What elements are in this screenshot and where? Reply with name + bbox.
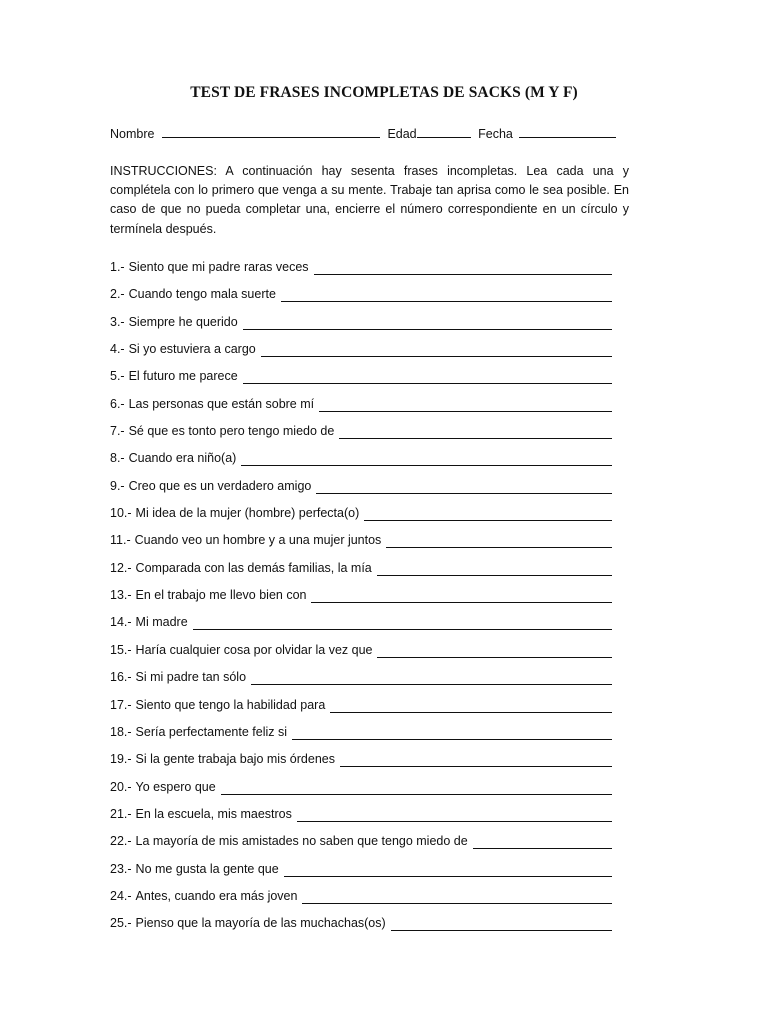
sentence-item [110,561,630,588]
answer-line[interactable] [319,397,612,412]
answer-line[interactable] [251,670,612,685]
header-fields [110,125,616,141]
item-number: 13.- [110,588,132,603]
item-number: 4.- [110,342,125,357]
age-field[interactable] [417,125,471,138]
answer-line[interactable] [314,260,612,275]
item-prompt: En el trabajo me llevo bien con [135,588,307,603]
item-number: 1.- [110,260,125,274]
item-prompt: Sé que es tonto pero tengo miedo de [128,424,335,439]
sentence-item [110,725,630,752]
answer-line[interactable] [302,889,612,904]
item-prompt: Cuando era niño(a) [128,451,237,466]
answer-line[interactable] [284,862,612,877]
item-prompt: El futuro me parece [128,369,238,384]
answer-line[interactable] [330,698,612,713]
item-number: 7.- [110,424,125,439]
answer-line[interactable] [193,615,612,630]
item-number: 14.- [110,615,132,630]
item-number: 10.- [110,506,132,521]
item-number: 17.- [110,697,132,712]
item-prompt: Siento que mi padre raras veces [128,260,309,274]
item-number: 24.- [110,888,132,903]
item-prompt: Mi idea de la mujer (hombre) perfecta(o) [135,506,360,521]
answer-line[interactable] [243,315,612,330]
answer-line[interactable] [292,725,612,740]
item-number: 16.- [110,670,132,685]
answer-line[interactable] [391,916,612,931]
name-label: Nombre [110,127,155,141]
item-prompt: Siento que tengo la habilidad para [135,697,326,712]
sentence-item [110,315,630,342]
answer-line[interactable] [316,479,612,494]
answer-line[interactable] [473,834,612,849]
sentence-item [110,834,630,861]
item-number: 3.- [110,314,125,329]
sentence-item [110,506,630,533]
item-prompt: Creo que es un verdadero amigo [128,478,312,493]
item-prompt: En la escuela, mis maestros [135,806,292,821]
sentence-item [110,342,630,369]
sentence-item [110,643,630,670]
item-number: 20.- [110,779,132,794]
age-label: Edad [387,127,417,141]
sentence-item [110,780,630,807]
date-label: Fecha [478,127,513,141]
item-prompt: Si mi padre tan sólo [135,670,247,685]
answer-line[interactable] [221,780,612,795]
item-number: 15.- [110,642,132,657]
answer-line[interactable] [261,342,612,357]
item-prompt: Yo espero que [135,779,216,794]
answer-line[interactable] [340,752,612,767]
sentence-item [110,479,630,506]
item-prompt: Si la gente trabaja bajo mis órdenes [135,752,335,767]
item-prompt: Si yo estuviera a cargo [128,342,256,357]
answer-line[interactable] [243,369,612,384]
item-prompt: Haría cualquier cosa por olvidar la vez que [135,642,373,657]
item-prompt: Mi madre [135,615,188,630]
answer-line[interactable] [311,588,612,603]
item-prompt: Sería perfectamente feliz si [135,724,288,739]
item-prompt: Comparada con las demás familias, la mía [135,560,372,575]
item-number: 19.- [110,752,132,767]
sentence-list [110,260,630,944]
sentence-item [110,615,630,642]
sentence-item [110,916,630,943]
item-number: 23.- [110,861,132,876]
item-number: 21.- [110,806,132,821]
answer-line[interactable] [339,424,612,439]
sentence-item [110,287,630,314]
item-number: 2.- [110,287,125,302]
item-prompt: Cuando tengo mala suerte [128,287,276,302]
item-number: 9.- [110,478,125,493]
answer-line[interactable] [386,533,612,548]
sentence-item [110,451,630,478]
item-prompt: Pienso que la mayoría de las muchachas(os) [135,916,386,931]
answer-line[interactable] [364,506,612,521]
instructions-paragraph: INSTRUCCIONES: A continuación hay sesenta frases incompletas. Lea cada una y complétela con lo primero que venga a su mente. Trabaje tan aprisa como le sea posible. En caso de que no pueda completar una, encierre el número correspondiente en un círculo y termínela después. [110,164,629,236]
sentence-item [110,862,630,889]
sentence-item [110,670,630,697]
sentence-item [110,752,630,779]
answer-line[interactable] [377,561,612,576]
item-number: 5.- [110,369,125,384]
sentence-item [110,807,630,834]
date-field[interactable] [519,125,616,138]
item-number: 8.- [110,451,125,466]
sentence-item [110,588,630,615]
item-number: 6.- [110,396,125,411]
sentence-item [110,889,630,916]
item-number: 12.- [110,560,132,575]
answer-line[interactable] [377,643,612,658]
item-prompt: Las personas que están sobre mí [128,396,315,411]
sentence-item [110,698,630,725]
item-number: 18.- [110,724,132,739]
item-number: 25.- [110,916,132,931]
item-number: 11.- [110,533,131,548]
item-prompt: Antes, cuando era más joven [135,888,298,903]
item-prompt: La mayoría de mis amistades no saben que tengo miedo de [135,834,468,849]
item-prompt: Cuando veo un hombre y a una mujer juntos [134,533,382,548]
document-title: TEST DE FRASES INCOMPLETAS DE SACKS (M Y F) [190,84,578,101]
item-prompt: Siempre he querido [128,314,238,329]
sentence-item [110,260,630,287]
answer-line[interactable] [281,287,612,302]
item-number: 22.- [110,834,132,849]
answer-line[interactable] [297,807,612,822]
sentence-item [110,424,630,451]
sentence-item [110,397,630,424]
item-prompt: No me gusta la gente que [135,861,279,876]
sentence-item [110,533,630,560]
name-field[interactable] [162,125,380,138]
sentence-item [110,369,630,396]
answer-line[interactable] [241,451,612,466]
